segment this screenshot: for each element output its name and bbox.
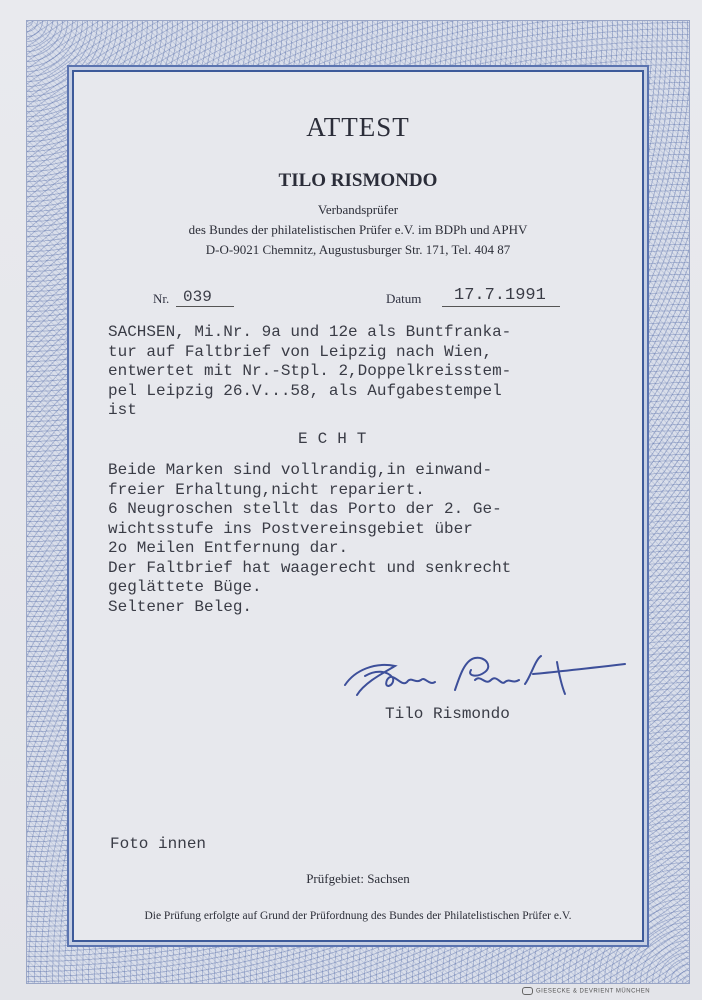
number-label: Nr. (153, 291, 170, 306)
condition-details (108, 461, 653, 617)
detail-line: geglättete Büge. (108, 578, 262, 596)
printer-imprint (522, 987, 650, 995)
examiner-role: Verbandsprüfer (317, 202, 399, 217)
certificate-title: ATTEST (306, 112, 410, 142)
description-line: pel Leipzig 26.V...58, als Aufgabestempel (108, 381, 502, 400)
detail-line: 2o Meilen Entfernung dar. (108, 539, 349, 557)
certificate-number: 039 (183, 288, 212, 306)
number-underline (176, 306, 234, 307)
handwritten-signature (335, 640, 635, 710)
examiner-association: des Bundes der philatelistischen Prüfer e.V. im BDPh und APHV (188, 222, 528, 237)
examination-area: Prüfgebiet: Sachsen (306, 871, 410, 886)
detail-line: Beide Marken sind vollrandig,in einwand- (108, 461, 493, 479)
description-line: entwertet mit Nr.-Stpl. 2,Doppelkreisstem- (108, 362, 512, 380)
printer-logo-icon (522, 987, 533, 995)
photo-note: Foto innen (110, 835, 207, 853)
item-description (108, 323, 648, 421)
detail-line: 6 Neugroschen stellt das Porto der 2. Ge- (108, 500, 502, 518)
signatory-name: Tilo Rismondo (385, 705, 510, 723)
certificate-date: 17.7.1991 (454, 286, 546, 305)
description-line: SACHSEN, Mi.Nr. 9a und 12e als Buntfranka- (108, 323, 512, 341)
examiner-name: TILO RISMONDO (278, 170, 438, 191)
description-line: tur auf Faltbrief von Leipzig nach Wien, (108, 342, 493, 361)
detail-line: Seltener Beleg. (108, 597, 253, 616)
verdict: ECHT (298, 430, 377, 448)
description-line: ist (108, 401, 137, 419)
detail-line: wichtsstufe ins Postvereinsgebiet über (108, 519, 473, 538)
footer-note: Die Prüfung erfolgte auf Grund der Prüfordnung des Bundes der Philatelistischen Prüfer e.V. (144, 910, 572, 922)
detail-line: Der Faltbrief hat waagerecht und senkrecht (108, 558, 512, 577)
printer-imprint-text: GIESECKE & DEVRIENT MÜNCHEN (536, 988, 651, 995)
examiner-address: D-O-9021 Chemnitz, Augustusburger Str. 171, Tel. 404 87 (205, 242, 511, 257)
date-underline (442, 306, 560, 307)
detail-line: freier Erhaltung,nicht repariert. (108, 480, 425, 499)
date-label: Datum (386, 291, 422, 306)
